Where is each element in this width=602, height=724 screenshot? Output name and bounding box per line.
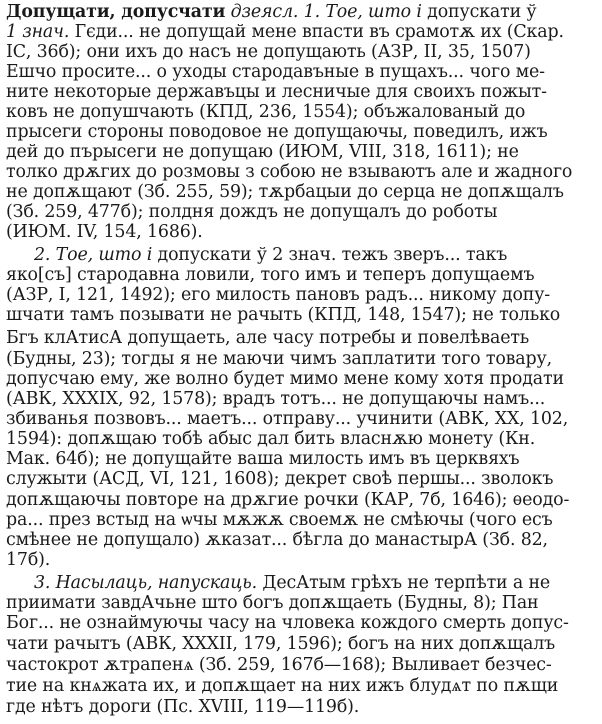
entry-line-26: ра... през встыд на ѡчы мѫжѫ своемѫ не смѣючы (чого есъ bbox=[6, 510, 553, 530]
sense-2-text: допускати ў 2 знач. тежъ зверъ... такъ bbox=[157, 245, 508, 265]
citation-text: Гєди... не допущай мене впасти въ срамотѫ их (Скар. bbox=[74, 22, 564, 42]
entry-line-20: (АВК, XXXIX, 92, 1578); врадъ тотъ... не допущаючы намъ... bbox=[6, 389, 546, 409]
headword: Допущати, допусчати bbox=[6, 2, 226, 22]
entry-line-35: где нѣтъ дороги (Пс. XVIII, 119—119б). bbox=[6, 697, 360, 717]
entry-line-10: не допѫщают (Зб. 255, 59); тѫрбацыи до серца не допѫщалъ bbox=[6, 182, 564, 202]
entry-line-27: смѣнее не допущало) ѫказат... бѣгла до манастырА (Зб. 82, bbox=[6, 530, 548, 550]
entry-line-30: приимати завдАчьне што богъ допѫщаеть (Будны, 8); Пан bbox=[6, 593, 539, 613]
entry-line-8: дей до пърысеги не допущаю (ИЮМ, VIII, 318, 1611); не bbox=[6, 142, 519, 162]
sense-2-label: 2. Тое, што і bbox=[34, 245, 153, 265]
entry-line-33: частокрот ѫтрапенѧ (Зб. 259, 167б—168); Выливает безчес- bbox=[6, 655, 552, 675]
entry-line-1 bbox=[6, 2, 536, 22]
entry-line-18: (Будны, 23); тогды я не маючи чимъ заплатити того товару, bbox=[6, 349, 552, 369]
sense-1-label: 1. Тое, што і bbox=[303, 2, 422, 22]
entry-line-21: збиванья позвовъ... маетъ... отправу... учинити (АВК, XX, 102, bbox=[6, 409, 569, 429]
entry-line-4: Ешчо просите... о уходы стародавъные в пущахъ... чого ме- bbox=[6, 62, 545, 82]
sense-1-text: допускати ў bbox=[427, 2, 537, 22]
entry-line-22: 1594): допѫщаю тобѣ абыс дал бить власнѫю монету (Кн. bbox=[6, 429, 536, 449]
sense-1-ref: 1 знач. bbox=[6, 22, 70, 42]
entry-line-19: допусчаю ему, же волно будет мимо мене кому хотя продати bbox=[6, 369, 564, 389]
entry-line-12: (ИЮМ. IV, 154, 1686). bbox=[6, 222, 203, 242]
entry-line-11: (Зб. 259, 477б); полдня дождъ не допущалъ до роботы bbox=[6, 202, 498, 222]
entry-line-5: ните некоторые державъцы и лесничые для своихъ пожыт- bbox=[6, 82, 547, 102]
entry-line-31: Бог... не ознаймуючы часу на чловека кождого смерть допус- bbox=[6, 613, 569, 633]
entry-line-13 bbox=[34, 245, 507, 265]
entry-line-7: прысеги стороны поводовое не допущаючы, поведилъ, ижъ bbox=[6, 122, 548, 142]
entry-line-9: толко дрѫгих до розмовы з собою не взываютъ але и жадного bbox=[6, 162, 573, 182]
sense-3-label: 3. Насылаць, напускаць. bbox=[34, 573, 257, 593]
entry-line-14: яко[съ] стародавна ловили, того имъ и теперъ допущаемъ bbox=[6, 265, 535, 285]
part-of-speech: дзеясл. bbox=[230, 2, 299, 22]
sense-3-text: ДесАтым грѣхъ не терпѣти а не bbox=[262, 573, 551, 593]
entry-line-17: Бгъ клАтисА допущаеть, але часу потребы и повелѣваеть bbox=[6, 328, 530, 348]
entry-line-32: чати рачытъ (АВК, XXXII, 179, 1596); богъ на них допѫщалъ bbox=[6, 634, 556, 654]
entry-line-16: шчати тамъ позывати не рачыть (КПД, 148, 1547); не только bbox=[6, 305, 561, 325]
entry-line-28: 17б). bbox=[6, 550, 51, 570]
entry-line-15: (АЗР, I, 121, 1492); его милость пановъ радъ... никому допу- bbox=[6, 285, 551, 305]
entry-line-34: тие на кнѧжата их, и допѫщает на них ижъ блудѧт по пѫщи bbox=[6, 676, 559, 696]
entry-line-24: служыти (АСД, VI, 121, 1608); декрет своѣ першы... зволокъ bbox=[6, 469, 554, 489]
entry-line-25: допѫщаючы повторе на дрѫгие рочки (КАР, 7б, 1646); ѳеодо- bbox=[6, 490, 570, 510]
entry-line-6: ковъ не допушчають (КПД, 236, 1554); объжалованый до bbox=[6, 102, 526, 122]
entry-line-2 bbox=[6, 22, 564, 42]
entry-line-23: Мак. 64б); не допущайте ваша милость имъ въ церквяхъ bbox=[6, 449, 520, 469]
entry-line-29 bbox=[34, 573, 550, 593]
entry-line-3: ІС, 36б); они ихъ до насъ не допущають (АЗР, II, 35, 1507) bbox=[6, 42, 531, 62]
